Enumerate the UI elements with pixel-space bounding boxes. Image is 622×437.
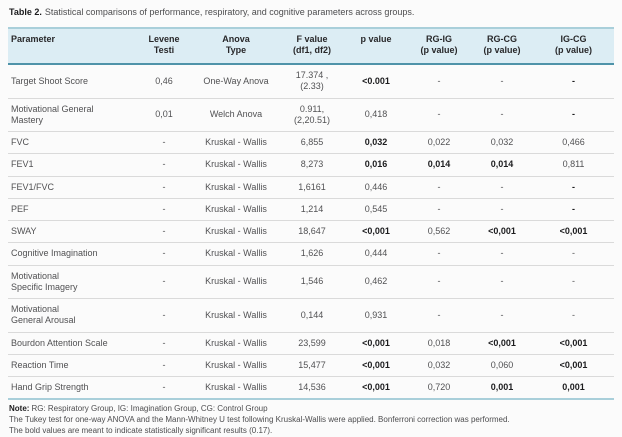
levene-cell: - [135, 176, 193, 198]
p-value-cell: 0,418 [345, 98, 407, 132]
ig-cg-cell: - [533, 299, 614, 333]
table-row-sway [8, 221, 614, 243]
p-value-cell: 0,444 [345, 243, 407, 265]
table-caption-text: Statistical comparisons of performance, respiratory, and cognitive parameters across groups. [44, 7, 415, 17]
table-row-fvc [8, 132, 614, 154]
parameter-cell: Bourdon Attention Scale [8, 332, 135, 354]
parameter-cell: FEV1 [8, 154, 135, 176]
rg-ig-cell: - [407, 98, 471, 132]
anova-cell: Kruskal - Wallis [193, 221, 279, 243]
p-value-cell: 0,462 [345, 265, 407, 299]
parameter-cell: FEV1/FVC [8, 176, 135, 198]
rg-ig-cell: 0,032 [407, 354, 471, 376]
rg-cg-cell: <0,001 [471, 332, 533, 354]
table-header [8, 28, 614, 64]
table-body [8, 64, 614, 399]
levene-cell: - [135, 332, 193, 354]
footnote-groups [9, 404, 614, 415]
table-footnotes [9, 404, 614, 436]
column-header-parameter: Parameter [8, 28, 135, 64]
column-header-f-value: F value (df1, df2) [279, 28, 345, 64]
anova-cell: Welch Anova [193, 98, 279, 132]
f-value-cell: 1,6161 [279, 176, 345, 198]
rg-ig-cell: - [407, 64, 471, 98]
ig-cg-cell: - [533, 243, 614, 265]
footnote-label: Note: [9, 404, 30, 414]
footnote-bold-values: The bold values are meant to indicate statistically significant results (0.17). [9, 426, 273, 436]
column-header-p-value: p value [345, 28, 407, 64]
ig-cg-cell: - [533, 64, 614, 98]
rg-ig-cell: - [407, 299, 471, 333]
rg-ig-cell: 0,562 [407, 221, 471, 243]
rg-cg-cell: 0,014 [471, 154, 533, 176]
rg-cg-cell: 0,001 [471, 377, 533, 400]
rg-ig-cell: - [407, 265, 471, 299]
f-value-cell: 0.911, (2,20.51) [279, 98, 345, 132]
column-header-anova-type: Anova Type [193, 28, 279, 64]
anova-cell: Kruskal - Wallis [193, 243, 279, 265]
ig-cg-cell: - [533, 98, 614, 132]
p-value-cell: <0,001 [345, 354, 407, 376]
levene-cell: - [135, 265, 193, 299]
column-header-rg-ig: RG-IG (p value) [407, 28, 471, 64]
levene-cell: - [135, 221, 193, 243]
anova-cell: Kruskal - Wallis [193, 154, 279, 176]
f-value-cell: 1,546 [279, 265, 345, 299]
table-row-motivational-specific-imagery [8, 265, 614, 299]
rg-ig-cell: 0,014 [407, 154, 471, 176]
rg-cg-cell: - [471, 98, 533, 132]
table-header-row [8, 28, 614, 64]
ig-cg-cell: <0,001 [533, 354, 614, 376]
parameter-cell: Motivational General Mastery [8, 98, 135, 132]
rg-cg-cell: - [471, 265, 533, 299]
anova-cell: One-Way Anova [193, 64, 279, 98]
table-row-reaction-time [8, 354, 614, 376]
levene-cell: 0,46 [135, 64, 193, 98]
anova-cell: Kruskal - Wallis [193, 354, 279, 376]
anova-cell: Kruskal - Wallis [193, 132, 279, 154]
parameter-cell: FVC [8, 132, 135, 154]
anova-cell: Kruskal - Wallis [193, 332, 279, 354]
rg-ig-cell: - [407, 176, 471, 198]
rg-cg-cell: - [471, 176, 533, 198]
p-value-cell: 0,446 [345, 176, 407, 198]
p-value-cell: <0,001 [345, 332, 407, 354]
parameter-cell: Cognitive Imagination [8, 243, 135, 265]
ig-cg-cell: - [533, 176, 614, 198]
anova-cell: Kruskal - Wallis [193, 377, 279, 400]
rg-cg-cell: <0,001 [471, 221, 533, 243]
footnote-tests: The Tukey test for one-way ANOVA and the Mann-Whitney U test following Kruskal-Wallis were applied. Bonferroni correction was performed. [9, 415, 510, 425]
p-value-cell: 0,032 [345, 132, 407, 154]
levene-cell: - [135, 354, 193, 376]
table-row-bourdon-attention-scale [8, 332, 614, 354]
parameter-cell: PEF [8, 198, 135, 220]
rg-ig-cell: - [407, 243, 471, 265]
rg-ig-cell: 0,720 [407, 377, 471, 400]
rg-ig-cell: - [407, 198, 471, 220]
parameter-cell: Motivational General Arousal [8, 299, 135, 333]
levene-cell: 0,01 [135, 98, 193, 132]
p-value-cell: 0,545 [345, 198, 407, 220]
rg-ig-cell: 0,018 [407, 332, 471, 354]
ig-cg-cell: <0,001 [533, 221, 614, 243]
parameter-cell: Hand Grip Strength [8, 377, 135, 400]
rg-cg-cell: - [471, 198, 533, 220]
footnote-groups-text: RG: Respiratory Group, IG: Imagination Group, CG: Control Group [31, 404, 268, 414]
levene-cell: - [135, 154, 193, 176]
anova-cell: Kruskal - Wallis [193, 176, 279, 198]
f-value-cell: 23,599 [279, 332, 345, 354]
p-value-cell: <0,001 [345, 221, 407, 243]
f-value-cell: 17.374 , (2.33) [279, 64, 345, 98]
table-row-fev1 [8, 154, 614, 176]
f-value-cell: 18,647 [279, 221, 345, 243]
column-header-levene: Levene Testi [135, 28, 193, 64]
f-value-cell: 14,536 [279, 377, 345, 400]
levene-cell: - [135, 377, 193, 400]
levene-cell: - [135, 243, 193, 265]
table-row-hand-grip-strength [8, 377, 614, 400]
parameter-cell: Target Shoot Score [8, 64, 135, 98]
table-caption-label: Table 2. [9, 7, 42, 17]
rg-cg-cell: - [471, 243, 533, 265]
p-value-cell: 0,931 [345, 299, 407, 333]
levene-cell: - [135, 198, 193, 220]
parameter-cell: Reaction Time [8, 354, 135, 376]
f-value-cell: 15,477 [279, 354, 345, 376]
p-value-cell: <0.001 [345, 64, 407, 98]
parameter-cell: Motivational Specific Imagery [8, 265, 135, 299]
table-row-fev1-fvc [8, 176, 614, 198]
f-value-cell: 1,214 [279, 198, 345, 220]
p-value-cell: 0,016 [345, 154, 407, 176]
ig-cg-cell: <0,001 [533, 332, 614, 354]
ig-cg-cell: 0,811 [533, 154, 614, 176]
table-row-motivational-general-arousal [8, 299, 614, 333]
anova-cell: Kruskal - Wallis [193, 198, 279, 220]
ig-cg-cell: - [533, 198, 614, 220]
f-value-cell: 0,144 [279, 299, 345, 333]
rg-cg-cell: - [471, 299, 533, 333]
table-row-pef [8, 198, 614, 220]
parameter-cell: SWAY [8, 221, 135, 243]
statistics-table [8, 27, 614, 401]
f-value-cell: 8,273 [279, 154, 345, 176]
f-value-cell: 6,855 [279, 132, 345, 154]
levene-cell: - [135, 299, 193, 333]
levene-cell: - [135, 132, 193, 154]
ig-cg-cell: 0,001 [533, 377, 614, 400]
anova-cell: Kruskal - Wallis [193, 265, 279, 299]
ig-cg-cell: 0,466 [533, 132, 614, 154]
table-row-cognitive-imagination [8, 243, 614, 265]
rg-cg-cell: - [471, 64, 533, 98]
rg-ig-cell: 0,022 [407, 132, 471, 154]
column-header-ig-cg: IG-CG (p value) [533, 28, 614, 64]
p-value-cell: <0,001 [345, 377, 407, 400]
ig-cg-cell: - [533, 265, 614, 299]
table-caption [9, 7, 614, 18]
column-header-rg-cg: RG-CG (p value) [471, 28, 533, 64]
table-row-motivational-general-mastery [8, 98, 614, 132]
rg-cg-cell: 0,032 [471, 132, 533, 154]
anova-cell: Kruskal - Wallis [193, 299, 279, 333]
table-row-target-shoot-score [8, 64, 614, 98]
f-value-cell: 1,626 [279, 243, 345, 265]
rg-cg-cell: 0,060 [471, 354, 533, 376]
